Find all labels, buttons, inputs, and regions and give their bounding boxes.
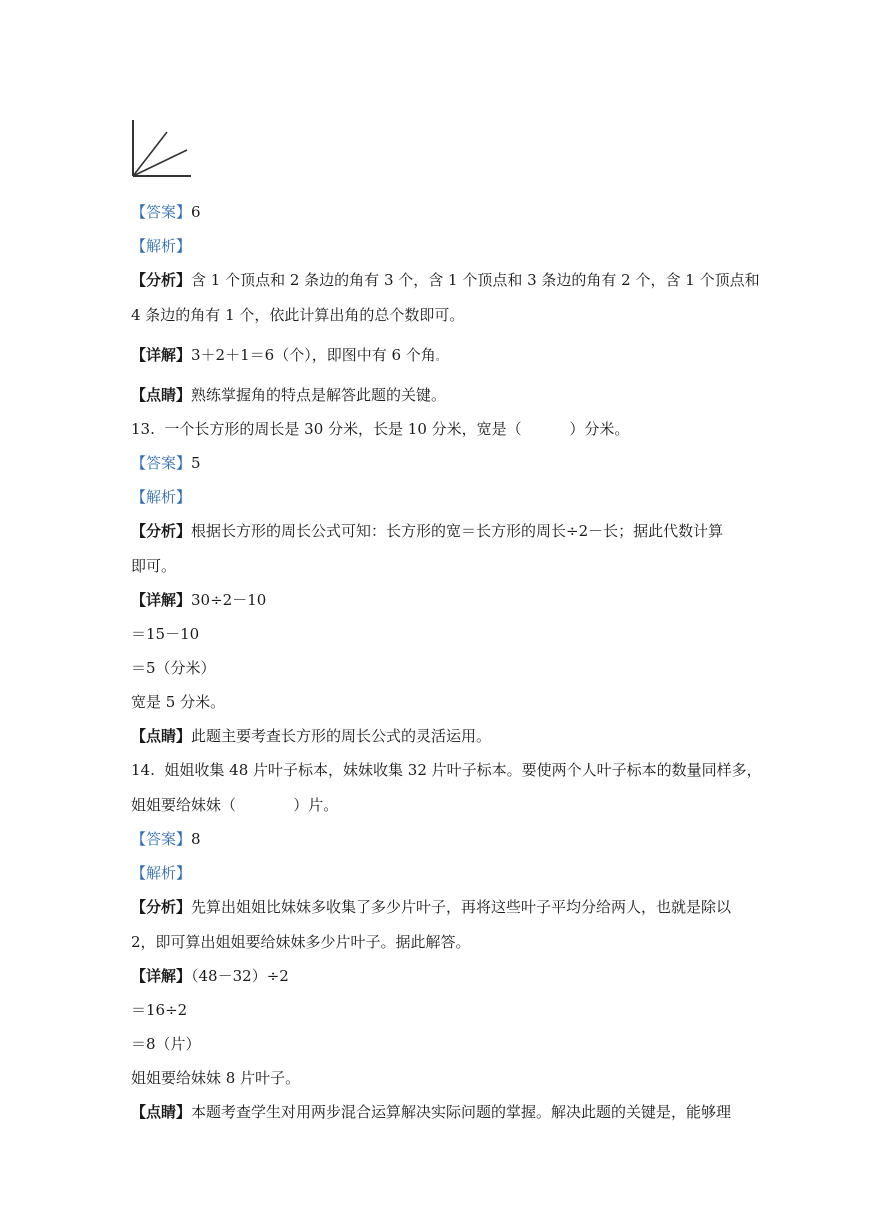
- q14-analysis-tag: 【解析】: [131, 864, 192, 882]
- q13-step-3: ＝5（分米）: [131, 659, 216, 677]
- angle-figure: [131, 118, 195, 182]
- q13-answer: 【答案】5: [131, 454, 201, 472]
- q13-fenxi: 【分析】根据长方形的周长公式可知：长方形的宽＝长方形的周长÷2－长；据此代数计算: [131, 522, 724, 540]
- q13-dianjing: 【点睛】此题主要考查长方形的周长公式的灵活运用。: [131, 727, 492, 745]
- q14-answer: 【答案】8: [131, 830, 201, 848]
- q14-dianjing: 【点睛】本题考查学生对用两步混合运算解决实际问题的掌握。解决此题的关键是，能够理: [131, 1103, 732, 1121]
- q13-analysis-tag: 【解析】: [131, 488, 192, 506]
- q14-fenxi-cont: 2，即可算出姐姐要给妹妹多少片叶子。据此解答。: [131, 933, 471, 951]
- q12-fenxi: 【分析】含 1 个顶点和 2 条边的角有 3 个，含 1 个顶点和 3 条边的角有 2 个，含 1 个顶点和: [131, 271, 760, 289]
- q12-dianjing: 【点睛】熟练掌握角的特点是解答此题的关键。: [131, 386, 447, 404]
- q14-question: 14. 姐姐收集 48 片叶子标本，妹妹收集 32 片叶子标本。要使两个人叶子标本的数量同样多，: [131, 761, 762, 779]
- q14-question-cont: 姐姐要给妹妹（ ）片。: [131, 796, 339, 814]
- q13-xiangjie: 【详解】30÷2－10: [131, 591, 267, 609]
- q13-step-2: ＝15－10: [131, 625, 200, 643]
- q12-analysis-tag: 【解析】: [131, 237, 192, 255]
- q14-conclusion: 姐姐要给妹妹 8 片叶子。: [131, 1069, 301, 1087]
- q14-step-2: ＝16÷2: [131, 1001, 188, 1019]
- q12-xiangjie: 【详解】3＋2＋1＝6（个），即图中有 6 个角。: [131, 346, 446, 364]
- q14-fenxi: 【分析】先算出姐姐比妹妹多收集了多少片叶子，再将这些叶子平均分给两人，也就是除以: [131, 898, 732, 916]
- q12-fenxi-cont: 4 条边的角有 1 个，依此计算出角的总个数即可。: [131, 306, 465, 324]
- q14-step-3: ＝8（片）: [131, 1035, 201, 1053]
- q14-xiangjie: 【详解】（48－32）÷2: [131, 967, 289, 985]
- q12-answer: 【答案】6: [131, 203, 201, 221]
- q13-conclusion: 宽是 5 分米。: [131, 693, 226, 711]
- q13-fenxi-cont: 即可。: [131, 557, 177, 575]
- q13-question: 13. 一个长方形的周长是 30 分米，长是 10 分米，宽是（ ）分米。: [131, 420, 630, 438]
